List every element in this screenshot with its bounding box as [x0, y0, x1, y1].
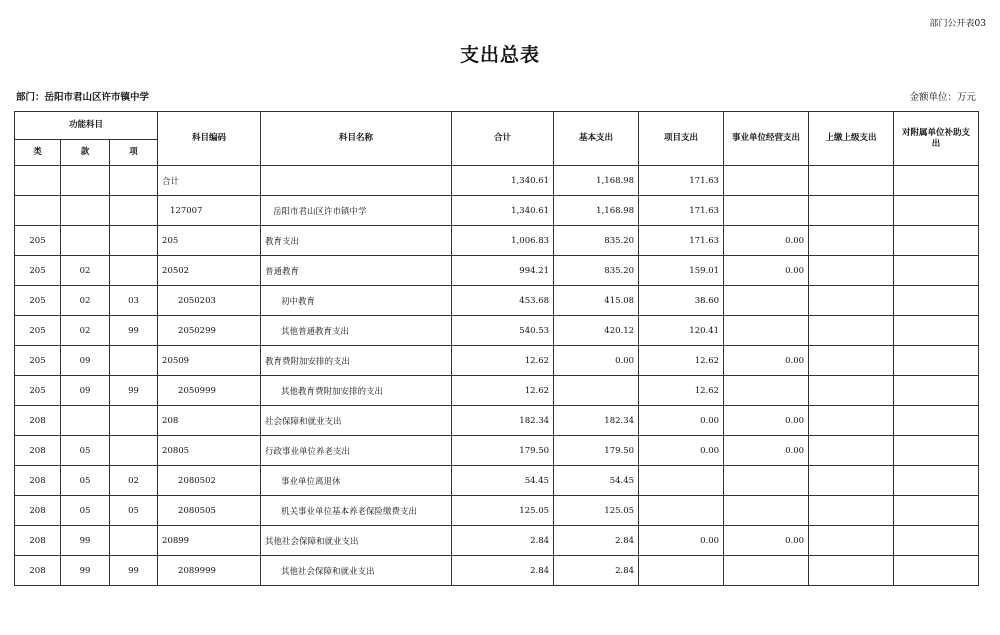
- cell-name: 其他社会保障和就业支出: [261, 556, 452, 586]
- cell-kuan: 09: [61, 346, 110, 376]
- table-row: [15, 466, 979, 496]
- header-basic: 基本支出: [554, 112, 639, 166]
- cell-subsidy: [894, 286, 979, 316]
- cell-lei: 205: [15, 256, 61, 286]
- cell-business: [724, 196, 809, 226]
- header-func-subject: 功能科目: [15, 112, 158, 140]
- cell-lei: 208: [15, 496, 61, 526]
- cell-project: 0.00: [639, 526, 724, 556]
- cell-basic: 415.08: [554, 286, 639, 316]
- table-row: [15, 406, 979, 436]
- cell-total: 2.84: [452, 526, 554, 556]
- cell-total: 12.62: [452, 346, 554, 376]
- cell-lei: 205: [15, 226, 61, 256]
- cell-lei: 208: [15, 406, 61, 436]
- header-xiang: 项: [110, 140, 158, 166]
- cell-upper: [809, 496, 894, 526]
- cell-lei: 205: [15, 316, 61, 346]
- cell-upper: [809, 346, 894, 376]
- cell-business: [724, 376, 809, 406]
- cell-business: 0.00: [724, 526, 809, 556]
- cell-lei: 205: [15, 376, 61, 406]
- cell-kuan: 02: [61, 286, 110, 316]
- cell-subsidy: [894, 316, 979, 346]
- cell-total: 540.53: [452, 316, 554, 346]
- cell-project: 12.62: [639, 376, 724, 406]
- cell-name: 机关事业单位基本养老保险缴费支出: [261, 496, 452, 526]
- table-row: [15, 226, 979, 256]
- table-row: [15, 436, 979, 466]
- table-row: [15, 196, 979, 226]
- table-row: [15, 166, 979, 196]
- cell-lei: 208: [15, 526, 61, 556]
- cell-business: 0.00: [724, 436, 809, 466]
- cell-project: 0.00: [639, 436, 724, 466]
- cell-upper: [809, 226, 894, 256]
- cell-subsidy: [894, 256, 979, 286]
- cell-basic: 420.12: [554, 316, 639, 346]
- cell-business: 0.00: [724, 226, 809, 256]
- header-total: 合计: [452, 112, 554, 166]
- page-title: 支出总表: [459, 44, 540, 66]
- cell-upper: [809, 166, 894, 196]
- cell-kuan: [61, 196, 110, 226]
- table-row: [15, 256, 979, 286]
- header-name: 科目名称: [261, 112, 452, 166]
- cell-business: [724, 466, 809, 496]
- table-row: [15, 526, 979, 556]
- expenditure-table: [14, 111, 979, 586]
- cell-project: 171.63: [639, 196, 724, 226]
- cell-name: 普通教育: [261, 256, 452, 286]
- cell-lei: 208: [15, 466, 61, 496]
- cell-upper: [809, 316, 894, 346]
- cell-total: 54.45: [452, 466, 554, 496]
- cell-project: 12.62: [639, 346, 724, 376]
- cell-lei: 205: [15, 286, 61, 316]
- header-upper: 上缴上级支出: [809, 112, 894, 166]
- cell-name: 教育费附加安排的支出: [261, 346, 452, 376]
- cell-code: 2050203: [158, 286, 261, 316]
- cell-business: 0.00: [724, 256, 809, 286]
- cell-code: 20509: [158, 346, 261, 376]
- cell-total: 12.62: [452, 376, 554, 406]
- currency-unit-label: 金额单位：万元: [909, 92, 976, 103]
- cell-total: 453.68: [452, 286, 554, 316]
- header-subsidy: 对附属单位补助支出: [894, 112, 979, 166]
- cell-project: [639, 556, 724, 586]
- cell-name: 事业单位离退休: [261, 466, 452, 496]
- cell-xiang: 99: [110, 316, 158, 346]
- cell-upper: [809, 526, 894, 556]
- cell-basic: 0.00: [554, 346, 639, 376]
- cell-name: 教育支出: [261, 226, 452, 256]
- form-number-label: 部门公开表03: [929, 19, 986, 29]
- cell-basic: 125.05: [554, 496, 639, 526]
- cell-xiang: [110, 256, 158, 286]
- cell-xiang: [110, 406, 158, 436]
- cell-business: [724, 496, 809, 526]
- cell-total: 179.50: [452, 436, 554, 466]
- cell-project: 171.63: [639, 166, 724, 196]
- cell-code: 20502: [158, 256, 261, 286]
- cell-kuan: 02: [61, 256, 110, 286]
- cell-kuan: [61, 166, 110, 196]
- cell-name: 初中教育: [261, 286, 452, 316]
- cell-upper: [809, 466, 894, 496]
- cell-code: 20899: [158, 526, 261, 556]
- header-business: 事业单位经营支出: [724, 112, 809, 166]
- cell-kuan: 05: [61, 496, 110, 526]
- cell-subsidy: [894, 466, 979, 496]
- cell-code: 2089999: [158, 556, 261, 586]
- cell-code: 2050299: [158, 316, 261, 346]
- cell-xiang: [110, 526, 158, 556]
- cell-basic: 2.84: [554, 526, 639, 556]
- header-kuan: 款: [61, 140, 110, 166]
- cell-code: 205: [158, 226, 261, 256]
- cell-code: 127007: [158, 196, 261, 226]
- cell-project: [639, 496, 724, 526]
- cell-lei: [15, 166, 61, 196]
- table-row: [15, 346, 979, 376]
- cell-project: 0.00: [639, 406, 724, 436]
- cell-basic: 835.20: [554, 256, 639, 286]
- cell-total: 2.84: [452, 556, 554, 586]
- table-row: [15, 376, 979, 406]
- cell-name: 行政事业单位养老支出: [261, 436, 452, 466]
- cell-subsidy: [894, 346, 979, 376]
- cell-xiang: [110, 436, 158, 466]
- cell-code: 20805: [158, 436, 261, 466]
- cell-name: 其他普通教育支出: [261, 316, 452, 346]
- cell-subsidy: [894, 406, 979, 436]
- cell-project: 120.41: [639, 316, 724, 346]
- cell-xiang: 99: [110, 556, 158, 586]
- cell-upper: [809, 436, 894, 466]
- cell-kuan: 99: [61, 526, 110, 556]
- cell-upper: [809, 406, 894, 436]
- cell-name: 社会保障和就业支出: [261, 406, 452, 436]
- cell-upper: [809, 376, 894, 406]
- header-project: 项目支出: [639, 112, 724, 166]
- cell-business: [724, 166, 809, 196]
- cell-subsidy: [894, 376, 979, 406]
- cell-code: 合计: [158, 166, 261, 196]
- cell-business: 0.00: [724, 346, 809, 376]
- cell-name: 其他社会保障和就业支出: [261, 526, 452, 556]
- cell-subsidy: [894, 196, 979, 226]
- cell-kuan: 09: [61, 376, 110, 406]
- header-code: 科目编码: [158, 112, 261, 166]
- cell-business: [724, 556, 809, 586]
- cell-lei: 208: [15, 436, 61, 466]
- cell-basic: 835.20: [554, 226, 639, 256]
- table-body: [15, 166, 979, 586]
- cell-name: 其他教育费附加安排的支出: [261, 376, 452, 406]
- cell-basic: 182.34: [554, 406, 639, 436]
- cell-kuan: 05: [61, 436, 110, 466]
- cell-upper: [809, 256, 894, 286]
- cell-xiang: [110, 196, 158, 226]
- cell-subsidy: [894, 436, 979, 466]
- cell-upper: [809, 286, 894, 316]
- cell-total: 994.21: [452, 256, 554, 286]
- cell-business: 0.00: [724, 406, 809, 436]
- cell-subsidy: [894, 166, 979, 196]
- cell-upper: [809, 556, 894, 586]
- cell-basic: [554, 376, 639, 406]
- cell-name: 岳阳市君山区许市镇中学: [261, 196, 452, 226]
- cell-total: 1,340.61: [452, 196, 554, 226]
- table-row: [15, 496, 979, 526]
- cell-subsidy: [894, 496, 979, 526]
- cell-code: 2050999: [158, 376, 261, 406]
- cell-total: 1,340.61: [452, 166, 554, 196]
- cell-total: 125.05: [452, 496, 554, 526]
- cell-xiang: 99: [110, 376, 158, 406]
- table-row: [15, 286, 979, 316]
- cell-basic: 179.50: [554, 436, 639, 466]
- table-row: [15, 316, 979, 346]
- cell-business: [724, 286, 809, 316]
- cell-basic: 1,168.98: [554, 166, 639, 196]
- cell-kuan: 02: [61, 316, 110, 346]
- cell-lei: 208: [15, 556, 61, 586]
- department-label: 部门：岳阳市君山区许市镇中学: [16, 92, 150, 103]
- cell-kuan: 05: [61, 466, 110, 496]
- cell-subsidy: [894, 556, 979, 586]
- cell-xiang: [110, 226, 158, 256]
- cell-project: 171.63: [639, 226, 724, 256]
- header-lei: 类: [15, 140, 61, 166]
- cell-xiang: [110, 346, 158, 376]
- cell-kuan: [61, 226, 110, 256]
- cell-kuan: 99: [61, 556, 110, 586]
- cell-project: 38.60: [639, 286, 724, 316]
- cell-basic: 1,168.98: [554, 196, 639, 226]
- cell-basic: 54.45: [554, 466, 639, 496]
- cell-project: 159.01: [639, 256, 724, 286]
- table-row: [15, 556, 979, 586]
- cell-kuan: [61, 406, 110, 436]
- cell-name: [261, 166, 452, 196]
- table-header: [15, 112, 979, 166]
- cell-total: 182.34: [452, 406, 554, 436]
- cell-project: [639, 466, 724, 496]
- cell-xiang: 05: [110, 496, 158, 526]
- cell-total: 1,006.83: [452, 226, 554, 256]
- cell-basic: 2.84: [554, 556, 639, 586]
- cell-business: [724, 316, 809, 346]
- cell-xiang: [110, 166, 158, 196]
- cell-code: 2080502: [158, 466, 261, 496]
- cell-code: 208: [158, 406, 261, 436]
- cell-lei: [15, 196, 61, 226]
- cell-lei: 205: [15, 346, 61, 376]
- cell-xiang: 02: [110, 466, 158, 496]
- cell-subsidy: [894, 526, 979, 556]
- cell-upper: [809, 196, 894, 226]
- cell-code: 2080505: [158, 496, 261, 526]
- cell-subsidy: [894, 226, 979, 256]
- cell-xiang: 03: [110, 286, 158, 316]
